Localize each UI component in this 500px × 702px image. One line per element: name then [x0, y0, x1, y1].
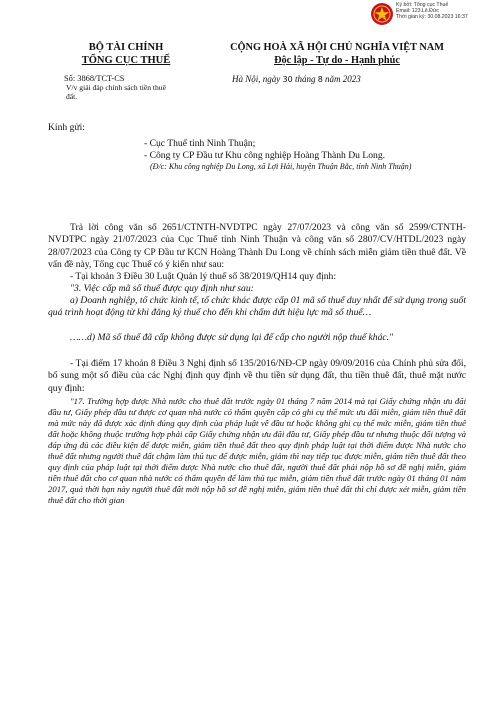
body-quote-heading: "3. Việc cấp mã số thuế được quy định như sau:: [70, 283, 254, 294]
nation-title: CỘNG HOÀ XÃ HỘI CHỦ NGHĨA VIỆT NAM: [230, 42, 444, 53]
document-subject: V/v giải đáp chính sách tiền thuê đất.: [66, 83, 166, 101]
recipient-2-address: (Đ/c: Khu công nghiệp Du Long, xã Lợi Hải, huyện Thuận Bắc, tỉnh Ninh Thuận): [150, 162, 412, 171]
date-year: năm 2023: [325, 74, 361, 84]
body-paragraph-2: - Tại khoản 3 Điều 30 Luật Quản lý thuế số 38/2019/QH14 quy định:: [70, 271, 337, 282]
body-quote-d: ……d) Mã số thuế đã cấp không được sử dụng lại để cấp cho người nộp thuế khác.": [70, 332, 394, 343]
signature-email: Email: 123.Lê.Đức: [396, 8, 439, 15]
body-quote-a: a) Doanh nghiệp, tổ chức kinh tế, tổ chức khác được cấp 01 mã số thuế duy nhất để sử dụng trong suốt quá trình hoạt động từ khi đăng ký thuế cho đến khi chấm dứt hiệu lực mã số thuế…: [48, 295, 466, 319]
digital-signature-info: [396, 2, 468, 21]
body-paragraph-1: Trả lời công văn số 2651/CTNTH-NVDTPC ngày 27/07/2023 và công văn số 2599/CTNTH-NVDTPC ngày 21/07/2023 của Cục Thuế tỉnh Ninh Thuận và công văn số 2807/CV/HTDL/2023 ngày 28/07/2023 của Công ty CP Đầu tư KCN Hoàng Thành Du Long về chính sách miễn giảm tiền thuê đất. Về vấn đề này, Tổng cục Thuế có ý kiến như sau:: [48, 222, 466, 270]
recipient-2: - Công ty CP Đầu tư Khu công nghiệp Hoàng Thành Du Long.: [144, 150, 386, 161]
signature-time: Thời gian ký: 30.08.2023 16:37: [396, 14, 468, 21]
date-day: 30: [282, 75, 293, 84]
date-month-word: tháng: [294, 74, 316, 84]
signature-signer: Ký bởi: Tổng cục Thuế: [396, 2, 449, 8]
body-paragraph-3: - Tại điểm 17 khoản 8 Điều 3 Nghị định số 135/2016/NĐ-CP ngày 09/09/2016 của Chính phủ sửa đổi, bổ sung một số điều của các Nghị định quy định về thu tiền sử dụng đất, thu tiền thuê đất, thuê mặt nước quy định:: [48, 358, 466, 394]
date-prefix: Hà Nội, ngày: [232, 74, 281, 84]
agency-name: TỔNG CỤC THUẾ: [81, 54, 171, 66]
recipient-1: - Cục Thuế tỉnh Ninh Thuận;: [144, 138, 256, 149]
ref-prefix: Số:: [64, 74, 76, 83]
body-quote-17: "17. Trường hợp được Nhà nước cho thuê đất trước ngày 01 tháng 7 năm 2014 mà tại Giấy chứng nhận ưu đãi đầu tư, Giấy phép đầu tư được cơ quan nhà nước có thẩm quyền cấp có ghi cụ thể mức ưu đãi miễn, giảm tiền thuê đất mà mức này đã được xác định đúng quy định của pháp luật về đầu tư hoặc không ghi cụ thể mức miễn, giảm tiền thuê đất hoặc không thuộc trường hợp phải cấp Giấy chứng nhận ưu đãi đầu tư, Giấy phép đầu tư nhưng thuộc đối tượng và đáp ứng đủ các điều kiện để được miễn, giảm tiền thuê đất theo quy định pháp luật tại thời điểm được Nhà nước cho thuê đất nhưng người thuê đất chậm làm thủ tục để được miễn, giảm thì nay tiếp tục được miễn, giảm tiền thuê đất theo quy định của pháp luật tại thời điểm được Nhà nước cho thuê đất, người thuê đất phải nộp hồ sơ đề nghị miễn, giảm tiền thuê đất cho cơ quan nhà nước có thẩm quyền để làm thủ tục miễn, giảm tiền thuê đất trước ngày 01 tháng 01 năm 2017, quá thời hạn này người thuê đất mới nộp hồ sơ đề nghị miễn, giảm tiền thuê đất thì chỉ được xét miễn, giảm tiền thuê đất cho thời gian: [48, 396, 466, 505]
document-date: [232, 74, 361, 84]
national-header: [206, 42, 468, 67]
ref-suffix: /TCT-CS: [94, 74, 125, 83]
ref-number: 3868: [77, 74, 95, 83]
date-month: 8: [317, 75, 323, 84]
national-motto: Độc lập - Tự do - Hạnh phúc: [274, 54, 400, 66]
recipients-heading: Kính gửi:: [48, 122, 85, 133]
seal-emblem-icon: [370, 2, 394, 26]
issuer-header: [46, 42, 206, 67]
ministry-name: BỘ TÀI CHÍNH: [88, 42, 164, 53]
